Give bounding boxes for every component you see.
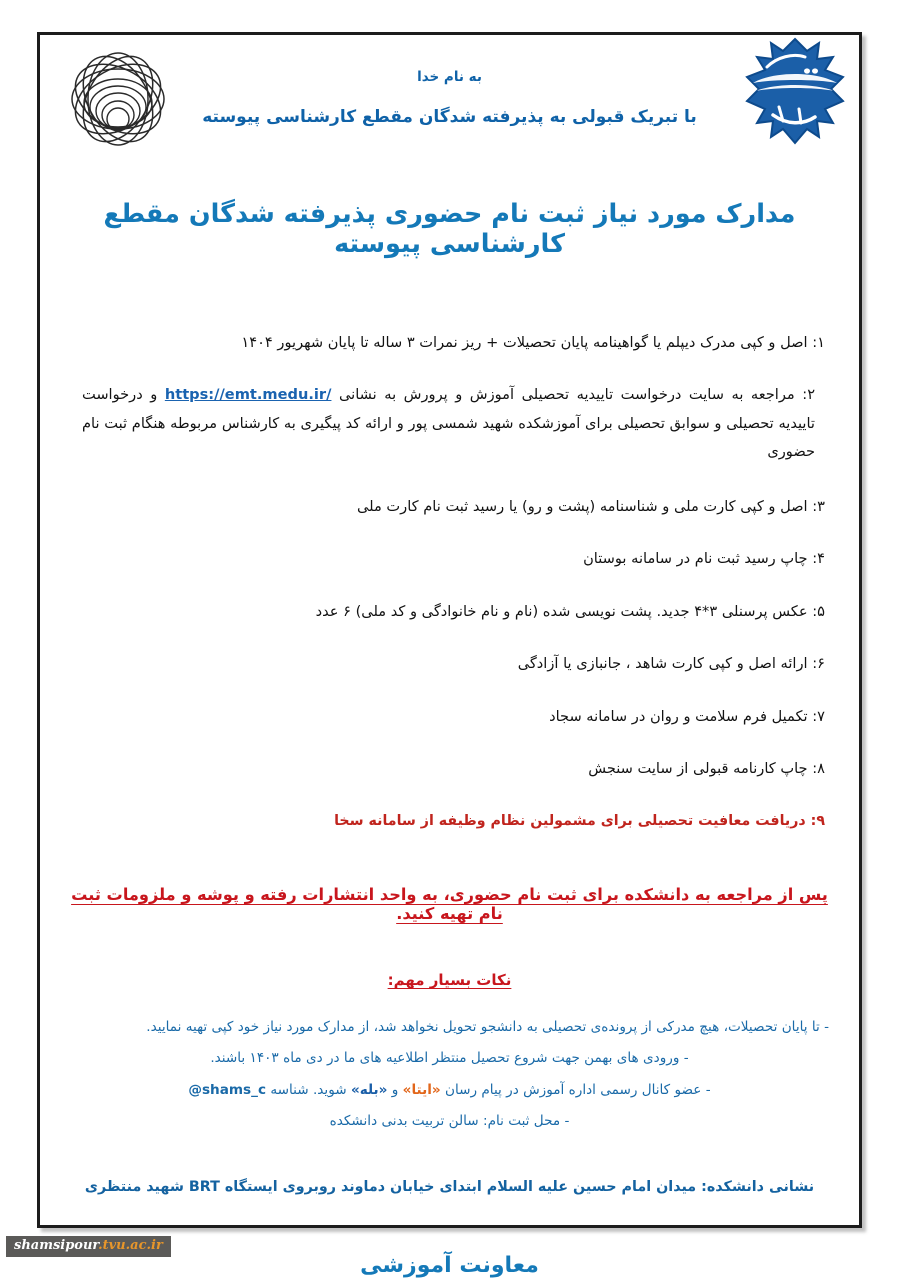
item-text: اصل و کپی مدرک دیپلم یا گواهینامه پایان تحصیلات + ریز نمرات ۳ ساله تا پایان شهریور ۱۴۰۴ (241, 334, 808, 351)
item-text: چاپ رسید ثبت نام در سامانه بوستان (583, 550, 808, 568)
item-number: ۱: (812, 334, 825, 351)
site-watermark (6, 1236, 171, 1257)
item-number: ۳: (812, 497, 825, 515)
watermark-domain: .tvu.ac.ir (98, 1237, 163, 1253)
list-item-alert (74, 808, 825, 836)
item-text: تکمیل فرم سلامت و روان در سامانه سجاد (549, 707, 808, 725)
item-number: ۷: (812, 707, 825, 725)
item-text: دریافت معافیت تحصیلی برای مشمولین نظام وظیفه از سامانه سخا (334, 812, 806, 829)
note-item: - محل ثبت نام: سالن تربیت بدنی دانشکده (329, 1113, 570, 1130)
item-text-before: مراجعه به سایت درخواست تاییدیه تحصیلی آموزش و پرورش به نشانی (338, 386, 795, 404)
list-item (74, 598, 825, 626)
page-title: مدارک مورد نیاز ثبت نام حضوری پذیرفته شدگان مقطع کارشناسی پیوسته (103, 199, 796, 259)
messenger-eitaa-label: «ایتا» (402, 1081, 441, 1098)
channel-handle: @shams_c (188, 1081, 267, 1098)
faculty-address: نشانی دانشکده: میدان امام حسین علیه السلام ابتدای خیابان دماوند روبروی ایستگاه BRT شهید منتظری (84, 1179, 815, 1196)
technical-vocational-university-emblem (743, 37, 847, 159)
note-item-channel (70, 1076, 829, 1104)
list-item (74, 329, 825, 357)
notes-list (70, 1013, 829, 1135)
item-number: ۹: (810, 812, 825, 829)
item-text: اصل و کپی کارت ملی و شناسنامه (پشت و رو) یا رسید ثبت نام کارت ملی (356, 497, 808, 515)
spirograph-university-logo (58, 41, 178, 159)
important-notice-banner: پس از مراجعه به دانشکده برای ثبت نام حضوری، به واحد انتشارات رفته و پوشه و ملزومات ثبت نام تهیه کنید. (71, 885, 828, 924)
note-item: - ورودی های بهمن جهت شروع تحصیل منتظر اطلاعیه های ما در دی ماه ۱۴۰۳ باشند. (210, 1050, 689, 1067)
bismillah-text: به نام خدا (417, 69, 482, 85)
note-conjunction: و (391, 1081, 399, 1098)
item-text-after: و درخواست تاییدیه تحصیلی و سوابق تحصیلی برای آموزشکده شهید شمسی پور و ارائه کد پیگیری به کارشناس مربوطه هنگام ثبت نام حضوری (82, 386, 815, 461)
note-text-part2: شوید. شناسه (270, 1081, 347, 1098)
list-item (74, 703, 825, 731)
item-number: ۲: (802, 386, 816, 404)
item-number: ۴: (812, 550, 825, 568)
notes-heading: نکات بسیار مهم: (387, 971, 512, 990)
note-item: - تا پایان تحصیلات، هیچ مدرکی از پرونده‌ی تحصیلی به دانشجو تحویل نخواهد شد، از مدارک مورد نیاز خود کپی تهیه نمایید. (146, 1019, 829, 1036)
item-number: ۶: (812, 655, 825, 673)
item-text: عکس پرسنلی ۳*۴ جدید. پشت نویسی شده (نام و نام خانوادگی و کد ملی) ۶ عدد (315, 602, 808, 620)
requirements-list (74, 329, 825, 835)
list-item (74, 650, 825, 678)
item-text: چاپ کارنامه قبولی از سایت سنجش (588, 760, 808, 778)
list-item (74, 755, 825, 783)
list-item (74, 493, 825, 521)
messenger-bale-label: «بله» (350, 1081, 388, 1098)
note-text-part1: - عضو کانال رسمی اداره آموزش در پیام رسان (444, 1081, 711, 1098)
signature-line: معاونت آموزشی (360, 1253, 539, 1278)
item-number: ۸: (812, 760, 825, 778)
congratulation-text: با تبریک قبولی به پذیرفته شدگان مقطع کارشناسی پیوسته (202, 107, 697, 127)
emt-medu-link[interactable]: https://emt.medu.ir/ (164, 386, 332, 404)
item-number: ۵: (812, 602, 825, 620)
watermark-site-name: shamsipour (14, 1237, 99, 1253)
document-header (40, 35, 859, 185)
item-text: ارائه اصل و کپی کارت شاهد ، جانبازی یا آزادگی (517, 655, 808, 673)
list-item (74, 545, 825, 573)
list-item (74, 381, 825, 466)
